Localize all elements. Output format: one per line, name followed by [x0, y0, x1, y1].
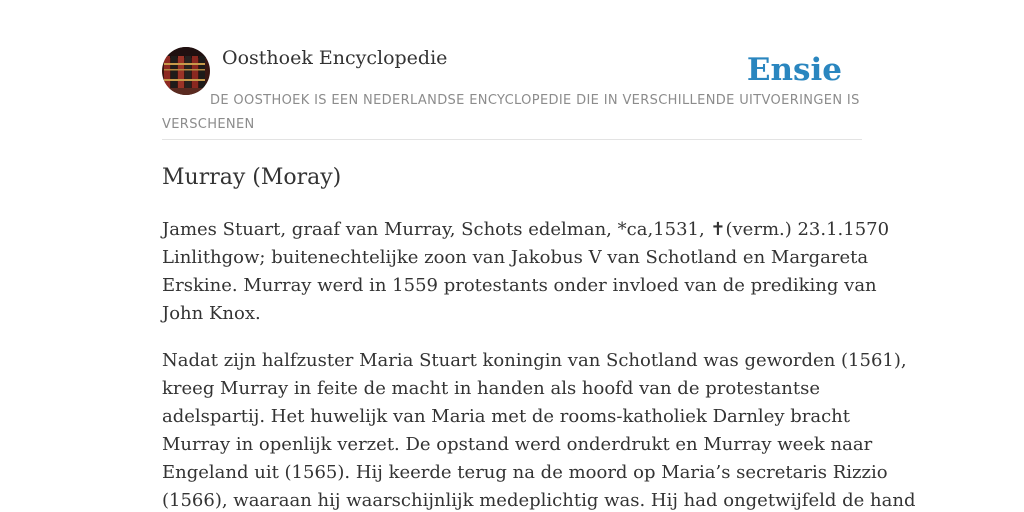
paragraph-line: John Knox. [162, 303, 261, 324]
paragraph-line: Linlithgow; buitenechtelijke zoon van Jakobus V van Schotland en Margareta [162, 247, 869, 268]
paragraph-line: (1566), waaraan hij waarschijnlijk medeplichtig was. Hij had ongetwijfeld de hand [162, 490, 916, 511]
entry-paragraph-1 [162, 216, 890, 328]
site-avatar[interactable] [162, 47, 210, 95]
paragraph-line: Murray in openlijk verzet. De opstand werd onderdrukt en Murray week naar [162, 434, 873, 455]
entry-body [162, 216, 916, 512]
book-spines-icon [162, 47, 210, 95]
paragraph-line: James Stuart, graaf van Murray, Schots edelman, *ca,1531, ✝(verm.) 23.1.1570 [162, 219, 890, 240]
paragraph-line: adelspartij. Het huwelijk van Maria met de rooms-katholiek Darnley bracht [162, 406, 850, 427]
paragraph-line: kreeg Murray in feite de macht in handen als hoofd van de protestantse [162, 378, 820, 399]
paragraph-line: Nadat zijn halfzuster Maria Stuart koningin van Schotland was geworden (1561), [162, 350, 907, 371]
site-title[interactable]: Oosthoek Encyclopedie [222, 47, 448, 69]
ensie-logo-link[interactable]: Ensie [746, 52, 842, 88]
entry-title: Murray (Moray) [162, 165, 342, 190]
paragraph-line: Erskine. Murray werd in 1559 protestants onder invloed van de prediking van [162, 275, 877, 296]
paragraph-line: Engeland uit (1565). Hij keerde terug na de moord op Maria’s secretaris Rizzio [162, 462, 888, 483]
entry-paragraph-2 [162, 347, 916, 512]
site-tagline: DE OOSTHOEK IS EEN NEDERLANDSE ENCYCLOPEDIE DIE IN VERSCHILLENDE UITVOERINGEN IS VERSCHENEN [162, 93, 860, 132]
header-divider [162, 139, 862, 140]
